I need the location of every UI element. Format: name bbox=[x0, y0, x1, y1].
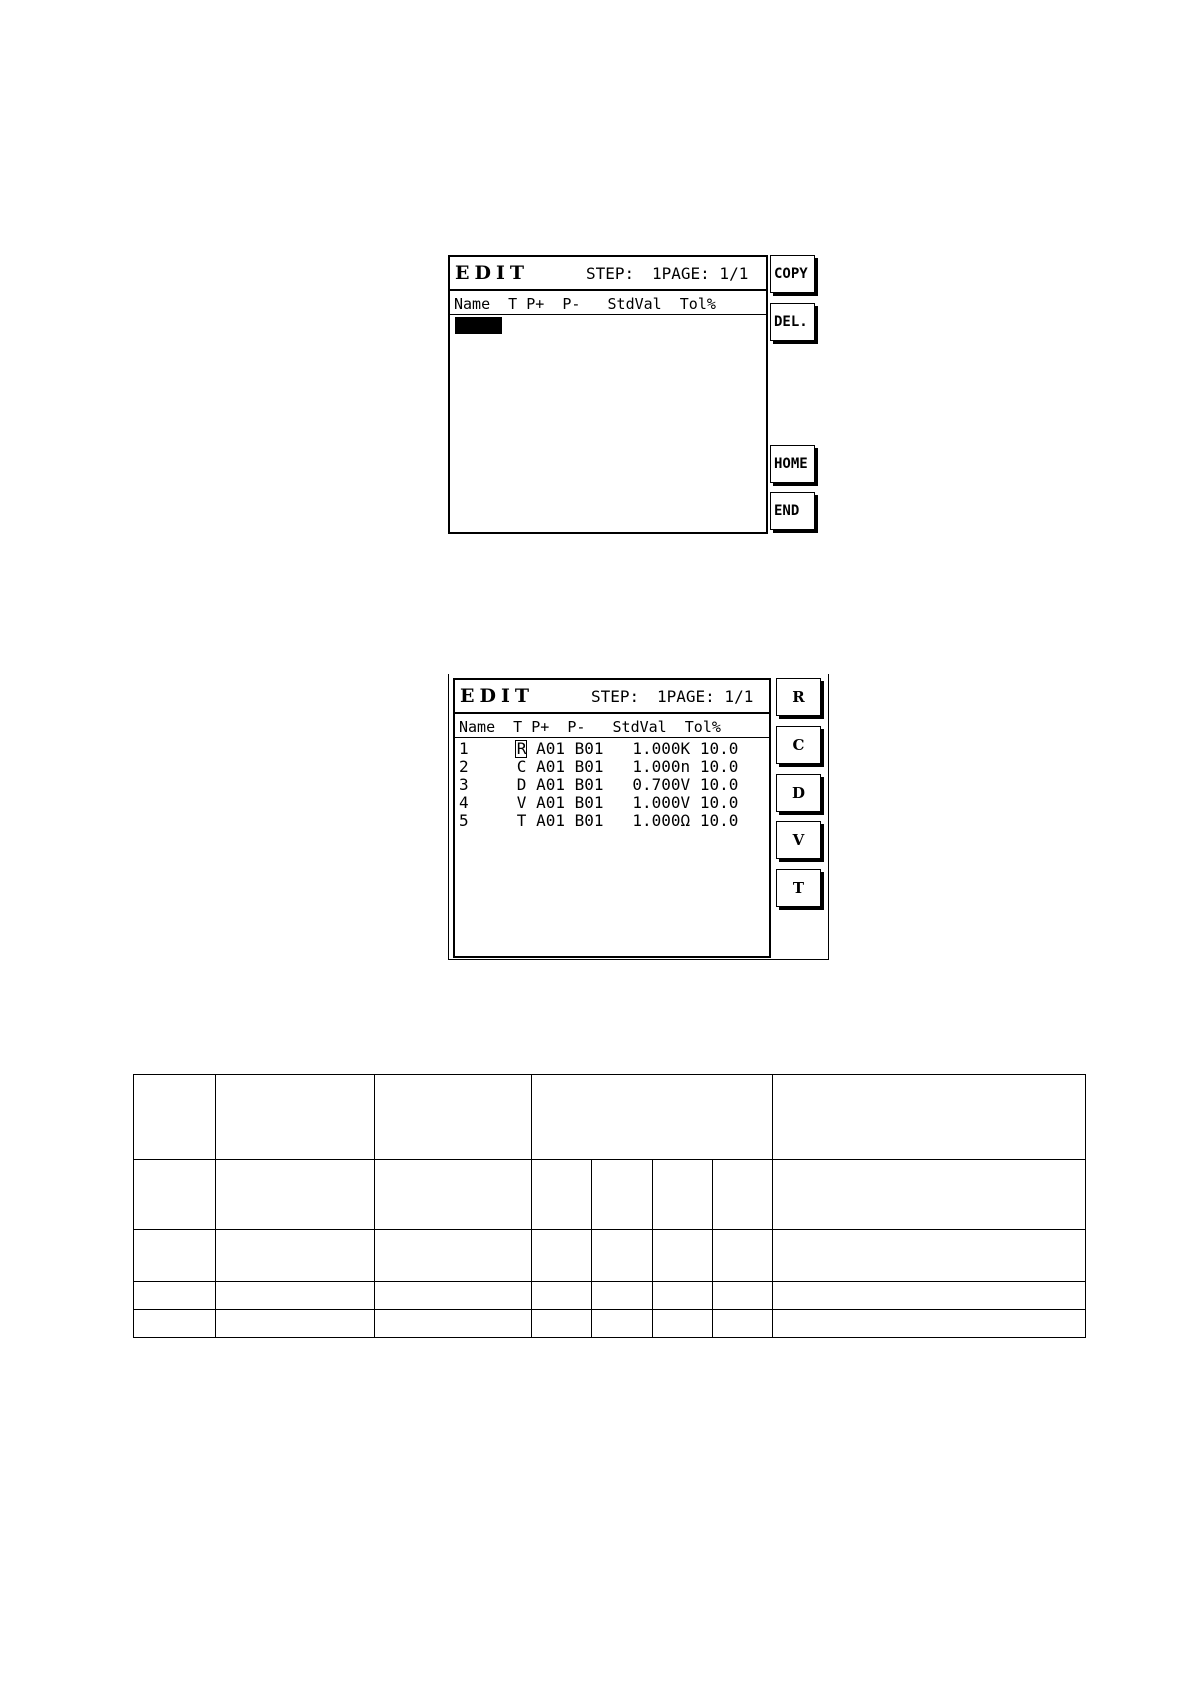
table-cell bbox=[134, 1282, 216, 1310]
table-cell bbox=[216, 1075, 375, 1160]
table-cell bbox=[375, 1160, 532, 1230]
table-cell bbox=[773, 1160, 1086, 1230]
table-cell bbox=[216, 1230, 375, 1282]
table-cell bbox=[134, 1075, 216, 1160]
table-cell bbox=[375, 1230, 532, 1282]
table-row[interactable]: 3 D A01 B01 0.700V 10.0 bbox=[459, 775, 739, 794]
table-cell bbox=[652, 1310, 712, 1338]
screen-title: EDIT bbox=[455, 262, 529, 284]
end-button[interactable]: END bbox=[770, 492, 815, 530]
column-headers: Name T P+ P- StdVal Tol% bbox=[454, 295, 716, 313]
screen-title: EDIT bbox=[460, 685, 534, 707]
page-indicator: 1PAGE: 1/1 bbox=[652, 264, 749, 283]
copy-button[interactable]: COPY bbox=[770, 255, 815, 293]
table-cell bbox=[134, 1310, 216, 1338]
table-row[interactable]: 4 V A01 B01 1.000V 10.0 bbox=[459, 793, 739, 812]
delete-button[interactable]: DEL. bbox=[770, 303, 815, 341]
table-cell bbox=[712, 1282, 772, 1310]
table-cell bbox=[652, 1230, 712, 1282]
edit-cursor[interactable] bbox=[455, 317, 502, 334]
table-cell bbox=[773, 1075, 1086, 1160]
table-row[interactable]: 1 R A01 B01 1.000K 10.0 bbox=[459, 739, 739, 758]
table-cell bbox=[712, 1310, 772, 1338]
table-cell bbox=[134, 1230, 216, 1282]
table-cell bbox=[773, 1282, 1086, 1310]
table-cell bbox=[532, 1075, 773, 1160]
header-divider bbox=[450, 289, 766, 291]
empty-table bbox=[133, 1074, 1086, 1338]
table-row[interactable]: 2 C A01 B01 1.000n 10.0 bbox=[459, 757, 739, 776]
step-label: STEP: bbox=[586, 264, 635, 283]
table-cell bbox=[652, 1160, 712, 1230]
table-cell bbox=[134, 1160, 216, 1230]
table-row[interactable]: 5 T A01 B01 1.000Ω 10.0 bbox=[459, 811, 739, 830]
type-r-button[interactable]: R bbox=[776, 678, 821, 716]
column-divider bbox=[455, 737, 769, 738]
header-divider bbox=[455, 712, 769, 714]
table-cell bbox=[532, 1282, 592, 1310]
table-cell bbox=[592, 1230, 652, 1282]
type-d-button[interactable]: D bbox=[776, 774, 821, 812]
table-cell bbox=[216, 1310, 375, 1338]
table-cell bbox=[592, 1310, 652, 1338]
table-cell bbox=[532, 1230, 592, 1282]
column-divider bbox=[450, 314, 766, 315]
column-headers: Name T P+ P- StdVal Tol% bbox=[459, 718, 721, 736]
type-v-button[interactable]: V bbox=[776, 821, 821, 859]
table-cell bbox=[375, 1282, 532, 1310]
lcd-display bbox=[448, 255, 768, 534]
table-cell bbox=[375, 1310, 532, 1338]
table-cell bbox=[592, 1160, 652, 1230]
type-cursor[interactable] bbox=[516, 741, 526, 757]
page-indicator: 1PAGE: 1/1 bbox=[657, 687, 754, 706]
table-cell bbox=[773, 1310, 1086, 1338]
table-cell bbox=[712, 1160, 772, 1230]
table-cell bbox=[652, 1282, 712, 1310]
step-label: STEP: bbox=[591, 687, 640, 706]
lcd-display bbox=[453, 678, 771, 958]
table-cell bbox=[773, 1230, 1086, 1282]
table-cell bbox=[712, 1230, 772, 1282]
table-cell bbox=[592, 1282, 652, 1310]
type-c-button[interactable]: C bbox=[776, 726, 821, 764]
table-cell bbox=[532, 1310, 592, 1338]
home-button[interactable]: HOME bbox=[770, 445, 815, 483]
type-t-button[interactable]: T bbox=[776, 869, 821, 907]
table-cell bbox=[532, 1160, 592, 1230]
table-cell bbox=[375, 1075, 532, 1160]
table-cell bbox=[216, 1160, 375, 1230]
table-cell bbox=[216, 1282, 375, 1310]
